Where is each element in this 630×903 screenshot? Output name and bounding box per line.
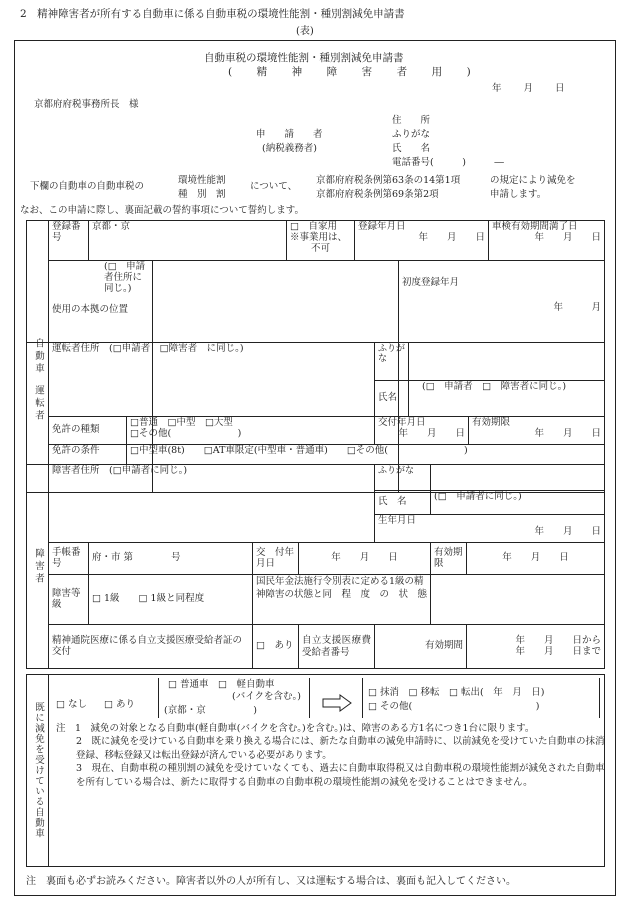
prior-exists-checkbox[interactable]: □ あり [104,699,135,710]
prior-section-label: 既に減免を受けている自動車 [27,675,49,867]
disabled-table [26,464,605,669]
medical-period[interactable] [467,625,605,669]
note-2: 2 既に減免を受けている自動車を乗り換える場合には、新たな自動車の減免申請時に、以前減免を受けていた自動車の抹消登録、移転登録又は転出登録が済んでいる必要があります。 [76,736,605,761]
medical-from: 年 月 日から [515,634,602,646]
addressee: 京都府府税事務所長 様 [34,99,139,110]
disabled-name-label: 氏 名 [375,491,431,515]
reg-no-label: 登録番号 [49,221,89,261]
intro-law-1: 京都府府税条例第63条の14第1項 [316,175,461,186]
intro-text-2: について、 [250,181,298,192]
medical-no-label: 自立支援医療費受給者番号 [299,625,375,669]
handbook-label: 手帳番号 [49,543,89,575]
license-valid-label: 有効期限 [472,417,511,428]
license-issue-value: 年 月 日 [398,427,465,439]
medical-value[interactable]: □ あり [253,625,299,669]
section-heading: 2 精神障害者が所有する自動車に係る自動車税の環境性能割・種別割減免申請書 [20,8,405,20]
reg-date-label: 登録年月日 [358,221,406,232]
applicant-label: 申 請 者 [256,129,323,140]
license-condition-value[interactable]: □中型車(8t) □AT車限定(中型車・普通車) □その他( ) [127,445,605,465]
driver-name-same: (□ 申請者 □ 障害者に同じ。) [422,381,567,392]
phone-label: 電話番号( ) ― [392,157,504,168]
license-type-opt2: □その他( ) [130,427,242,439]
intro-law-2: 京都府府税条例第69条第2項 [316,189,439,200]
not-allowed-note: 不可 [311,242,331,254]
prior-car-type[interactable]: □ 普通車 □ 軽自動車 [168,679,275,690]
driver-name-value[interactable] [409,381,605,417]
driver-furigana-value[interactable] [409,343,605,381]
driver-furigana-label: ふりがな [375,343,409,381]
handbook-number: 府・市 第 号 [92,552,181,564]
birth-label: 生年月日 [378,515,417,526]
note-1: 注 1 減免の対象となる自動車(軽自動車(バイクを含む。)を含む。)は、障害のある方1名につき1台に限ります。 [56,723,535,734]
disabled-furigana-label: ふりがな [375,465,431,491]
medical-valid-label: 有効期間 [375,625,467,669]
disabled-name-value[interactable] [431,491,605,515]
license-condition-label: 免許の条件 [49,445,127,465]
furigana-label: ふりがな [392,129,431,140]
prior-car-plate[interactable]: (京都・京 ) [164,705,257,716]
application-date[interactable]: 年 月 日 [492,83,566,94]
disabled-address-label: 障害者住所 (□申請者に同じ。) [52,465,188,476]
form-title: 自動車税の環境性能割・種別割減免申請書 [204,52,404,64]
grade-value[interactable]: □ 1級 □ 1級と同程度 [89,575,253,625]
first-reg-label: 初度登録年月 [402,277,460,288]
intro-tax-1: 環境性能割 [178,175,226,186]
driver-address-cell[interactable] [49,343,375,417]
license-issue-cell[interactable] [375,417,469,445]
notes-block [56,722,608,789]
grade-label: 障害等級 [49,575,89,625]
base-label: 使用の本拠の位置 [52,303,129,315]
driver-address-label: 運転者住所 (□申請者 □障害者 に同じ。) [52,343,244,354]
business-note: ※事業用は、 [290,231,348,243]
prior-car-bike: (バイクを含む。) [232,691,301,702]
vehicle-section-label: 自動車 [27,221,49,493]
license-type-opt1: □普通 □中型 □大型 [130,417,233,428]
prior-none-checkbox[interactable]: □ なし [56,699,87,710]
reg-no-prefix: 京都・京 [92,221,131,232]
disabled-section-label: 障害者 [27,465,49,669]
handbook-valid-value[interactable]: 年 月 日 [467,543,605,575]
inspection-value: 年 月 日 [534,231,602,243]
grade-spacer [431,575,605,625]
same-address-checkbox[interactable]: (□ 申請者住所に同じ。) [104,261,146,294]
reg-date-value: 年 月 日 [418,231,486,243]
driver-section-label: 運転者 [27,343,49,465]
intro-tax-2: 種 別 割 [178,189,226,200]
disabled-address-cell[interactable] [49,465,375,543]
license-valid-value: 年 月 日 [534,427,601,439]
inspection-label: 車検有効期間満了日 [492,221,578,232]
license-type-label: 免許の種類 [49,417,127,445]
disabled-furigana-value[interactable] [431,465,605,491]
private-use-box[interactable] [287,221,355,261]
driver-name-label: 氏名 [375,381,409,417]
intro-text-3b: 申請します。 [490,189,547,200]
address-label: 住 所 [392,115,431,126]
handbook-valid-label: 有効期限 [431,543,467,575]
arrow-icon [322,694,352,712]
birth-value: 年 月 日 [534,525,602,537]
form-subtitle: ( 精 神 障 害 者 用 ) [228,66,478,78]
prior-other-option[interactable]: □ その他( ) [368,701,540,712]
intro-text-4: なお、この申請に際し、裏面記載の誓約事項について誓約します。 [20,205,305,216]
intro-text-1: 下欄の自動車の自動車税の [30,181,145,192]
taxpayer-label: (納税義務者) [262,143,317,154]
note-3: 3 現在、自動車税の種別割の減免を受けていなくても、過去に自動車取得税又は自動車税の環境性能割が減免された自動車を所有している場合は、新たに取得する自動車の自動車税の環境性能割の減免を受けることはできません。 [76,763,605,788]
handbook-issue-value[interactable]: 年 月 日 [299,543,431,575]
inspection-cell[interactable] [489,221,605,261]
driver-table [26,342,605,465]
prior-disposal-options[interactable]: □ 抹消 □ 移転 □ 転出( 年 月 日) [368,687,545,698]
reg-no-value[interactable] [89,221,287,261]
birth-cell[interactable] [375,515,605,543]
disabled-name-same: (□ 申請者に同じ。) [434,491,522,502]
license-issue-label: 交付年月日 [378,417,426,428]
private-use-label: □ 自家用 [290,221,337,232]
license-valid-cell[interactable] [469,417,605,445]
grade-note: 国民年金法施行令別表に定める1級の精神障害の状態と同 程 度 の 状 態 [253,575,431,625]
handbook-value[interactable] [89,543,253,575]
first-reg-value: 年 月 [553,301,602,313]
front-side-label: (表) [296,26,314,37]
name-label: 氏 名 [392,143,431,154]
medical-to: 年 月 日まで [515,645,602,657]
footer-note: 注 裏面も必ずお読みください。障害者以外の人が所有し、又は運転する場合は、裏面も記入してください。 [26,876,516,887]
reg-date-cell[interactable] [355,221,489,261]
medical-label: 精神通院医療に係る自立支援医療受給者証の交付 [49,625,253,669]
handbook-issue-label: 交 付年月日 [253,543,299,575]
license-type-value[interactable] [127,417,375,445]
intro-text-3a: の規定により減免を [490,175,576,186]
